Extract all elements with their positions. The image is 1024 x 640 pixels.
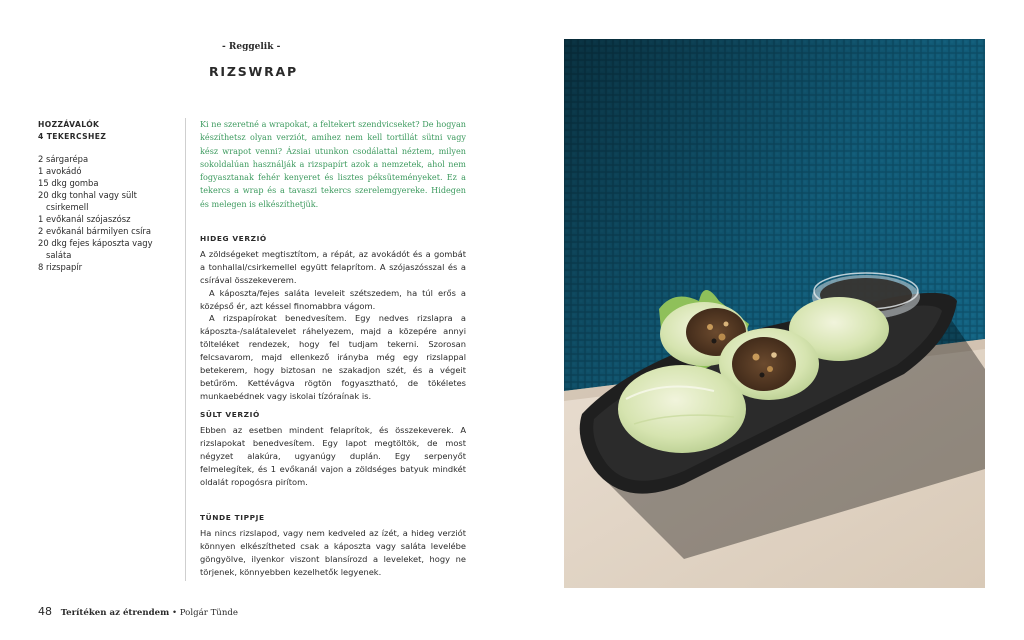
- section-heading: TÜNDE TIPPJE: [200, 513, 265, 522]
- ingredients-block: [38, 119, 170, 273]
- ingredients-list: [38, 153, 170, 273]
- section-heading: HIDEG VERZIÓ: [200, 234, 267, 243]
- ingredient-item: 2 sárgarépa: [38, 154, 89, 164]
- ingredient-item: 20 dkg tonhal vagy sült csirkemell: [38, 190, 137, 212]
- ingredient-item: 20 dkg fejes káposzta vagy saláta: [38, 238, 153, 260]
- book-title: Terítéken az étrendem: [60, 608, 170, 618]
- section-baked: [200, 409, 466, 488]
- author-name: Polgár Tünde: [179, 608, 238, 618]
- ingredients-heading: HOZZÁVALÓK: [38, 120, 100, 129]
- column-divider: [185, 118, 186, 581]
- section-paragraph: A rizspapírokat benedvesítem. Egy nedves rizslapra a káposzta-/salátalevelet ráhelyezem, majd a közepére annyi tölteléket rendezek, hogy fel tudjam tekerni. Szorosan felcsavarom, majd ellenkező irányba még egy rizslappal betekerem, hogy biztosan ne szakadjon szét, és a végeit betűröm. Kettévágva rögtön fogyasztható, de tökéletes munkaebédnek vagy iskolai tízóraínak is.: [200, 313, 466, 401]
- food-photo: [564, 39, 985, 588]
- ingredient-item: 1 evőkanál szójaszósz: [38, 214, 131, 224]
- kicker: - Reggelik -: [222, 42, 281, 52]
- footer-separator: •: [171, 608, 178, 618]
- section-paragraph: A káposzta/fejes saláta leveleit szétszedem, ha túl erős a középső ér, azt késsel finomabbra vágom.: [200, 287, 466, 311]
- recipe-title: RIZSWRAP: [209, 64, 298, 79]
- intro-paragraph: Ki ne szeretné a wrapokat, a feltekert szendvicseket? De hogyan készíthetsz olyan verziót, amihez nem kell tortillát sütni vagy kész wrapot venni? Ázsiai utunkon csodálattal néztem, milyen sokoldalúan használják a rizspapírt azok a nemzetek, ahol nem fogyasztanak fehér kenyeret és lisztes péksüteményeket. Ez a tekercs a wrap és a tavaszi tekercs szerelemgyereke. Hidegen és melegen is elkészíthetjük.: [200, 119, 466, 209]
- section-paragraph: Ha nincs rizslapod, vagy nem kedveled az ízét, a hideg verziót könnyen elkészítheted csak a káposzta vagy saláta levelébe göngyölve, ilyenkor viszont blansírozd a leveleket, hogy ne törjenek, könnyebben kezelhetők legyenek.: [200, 527, 466, 577]
- section-cold: [200, 233, 466, 403]
- ingredients-subheading: 4 TEKERCSHEZ: [38, 132, 107, 141]
- food-photo-illustration: [564, 39, 985, 588]
- page-number: 48: [38, 605, 52, 618]
- page-footer: [38, 605, 238, 618]
- ingredient-item: 15 dkg gomba: [38, 178, 99, 188]
- ingredient-item: 8 rizspapír: [38, 262, 83, 272]
- ingredient-item: 1 avokádó: [38, 166, 82, 176]
- section-heading: SÜLT VERZIÓ: [200, 410, 260, 419]
- section-paragraph: Ebben az esetben mindent felaprítok, és összekeverek. A rizslapokat benedvesítem. Egy lapot megtöltök, de most négyzet alakúra, ugyanúgy duplán. Egy serpenyőt felmelegítek, és 1 evőkanál vajon a zöldséges batyuk mindkét oldalát ropogósra pirítom.: [200, 424, 466, 487]
- section-paragraph: A zöldségeket megtisztítom, a répát, az avokádót és a gombát a tonhallal/csirkemellel együtt felaprítom. A szójaszósszal és a csírával összekeverem.: [200, 248, 466, 285]
- section-tip: [200, 512, 466, 579]
- ingredient-item: 2 evőkanál bármilyen csíra: [38, 226, 151, 236]
